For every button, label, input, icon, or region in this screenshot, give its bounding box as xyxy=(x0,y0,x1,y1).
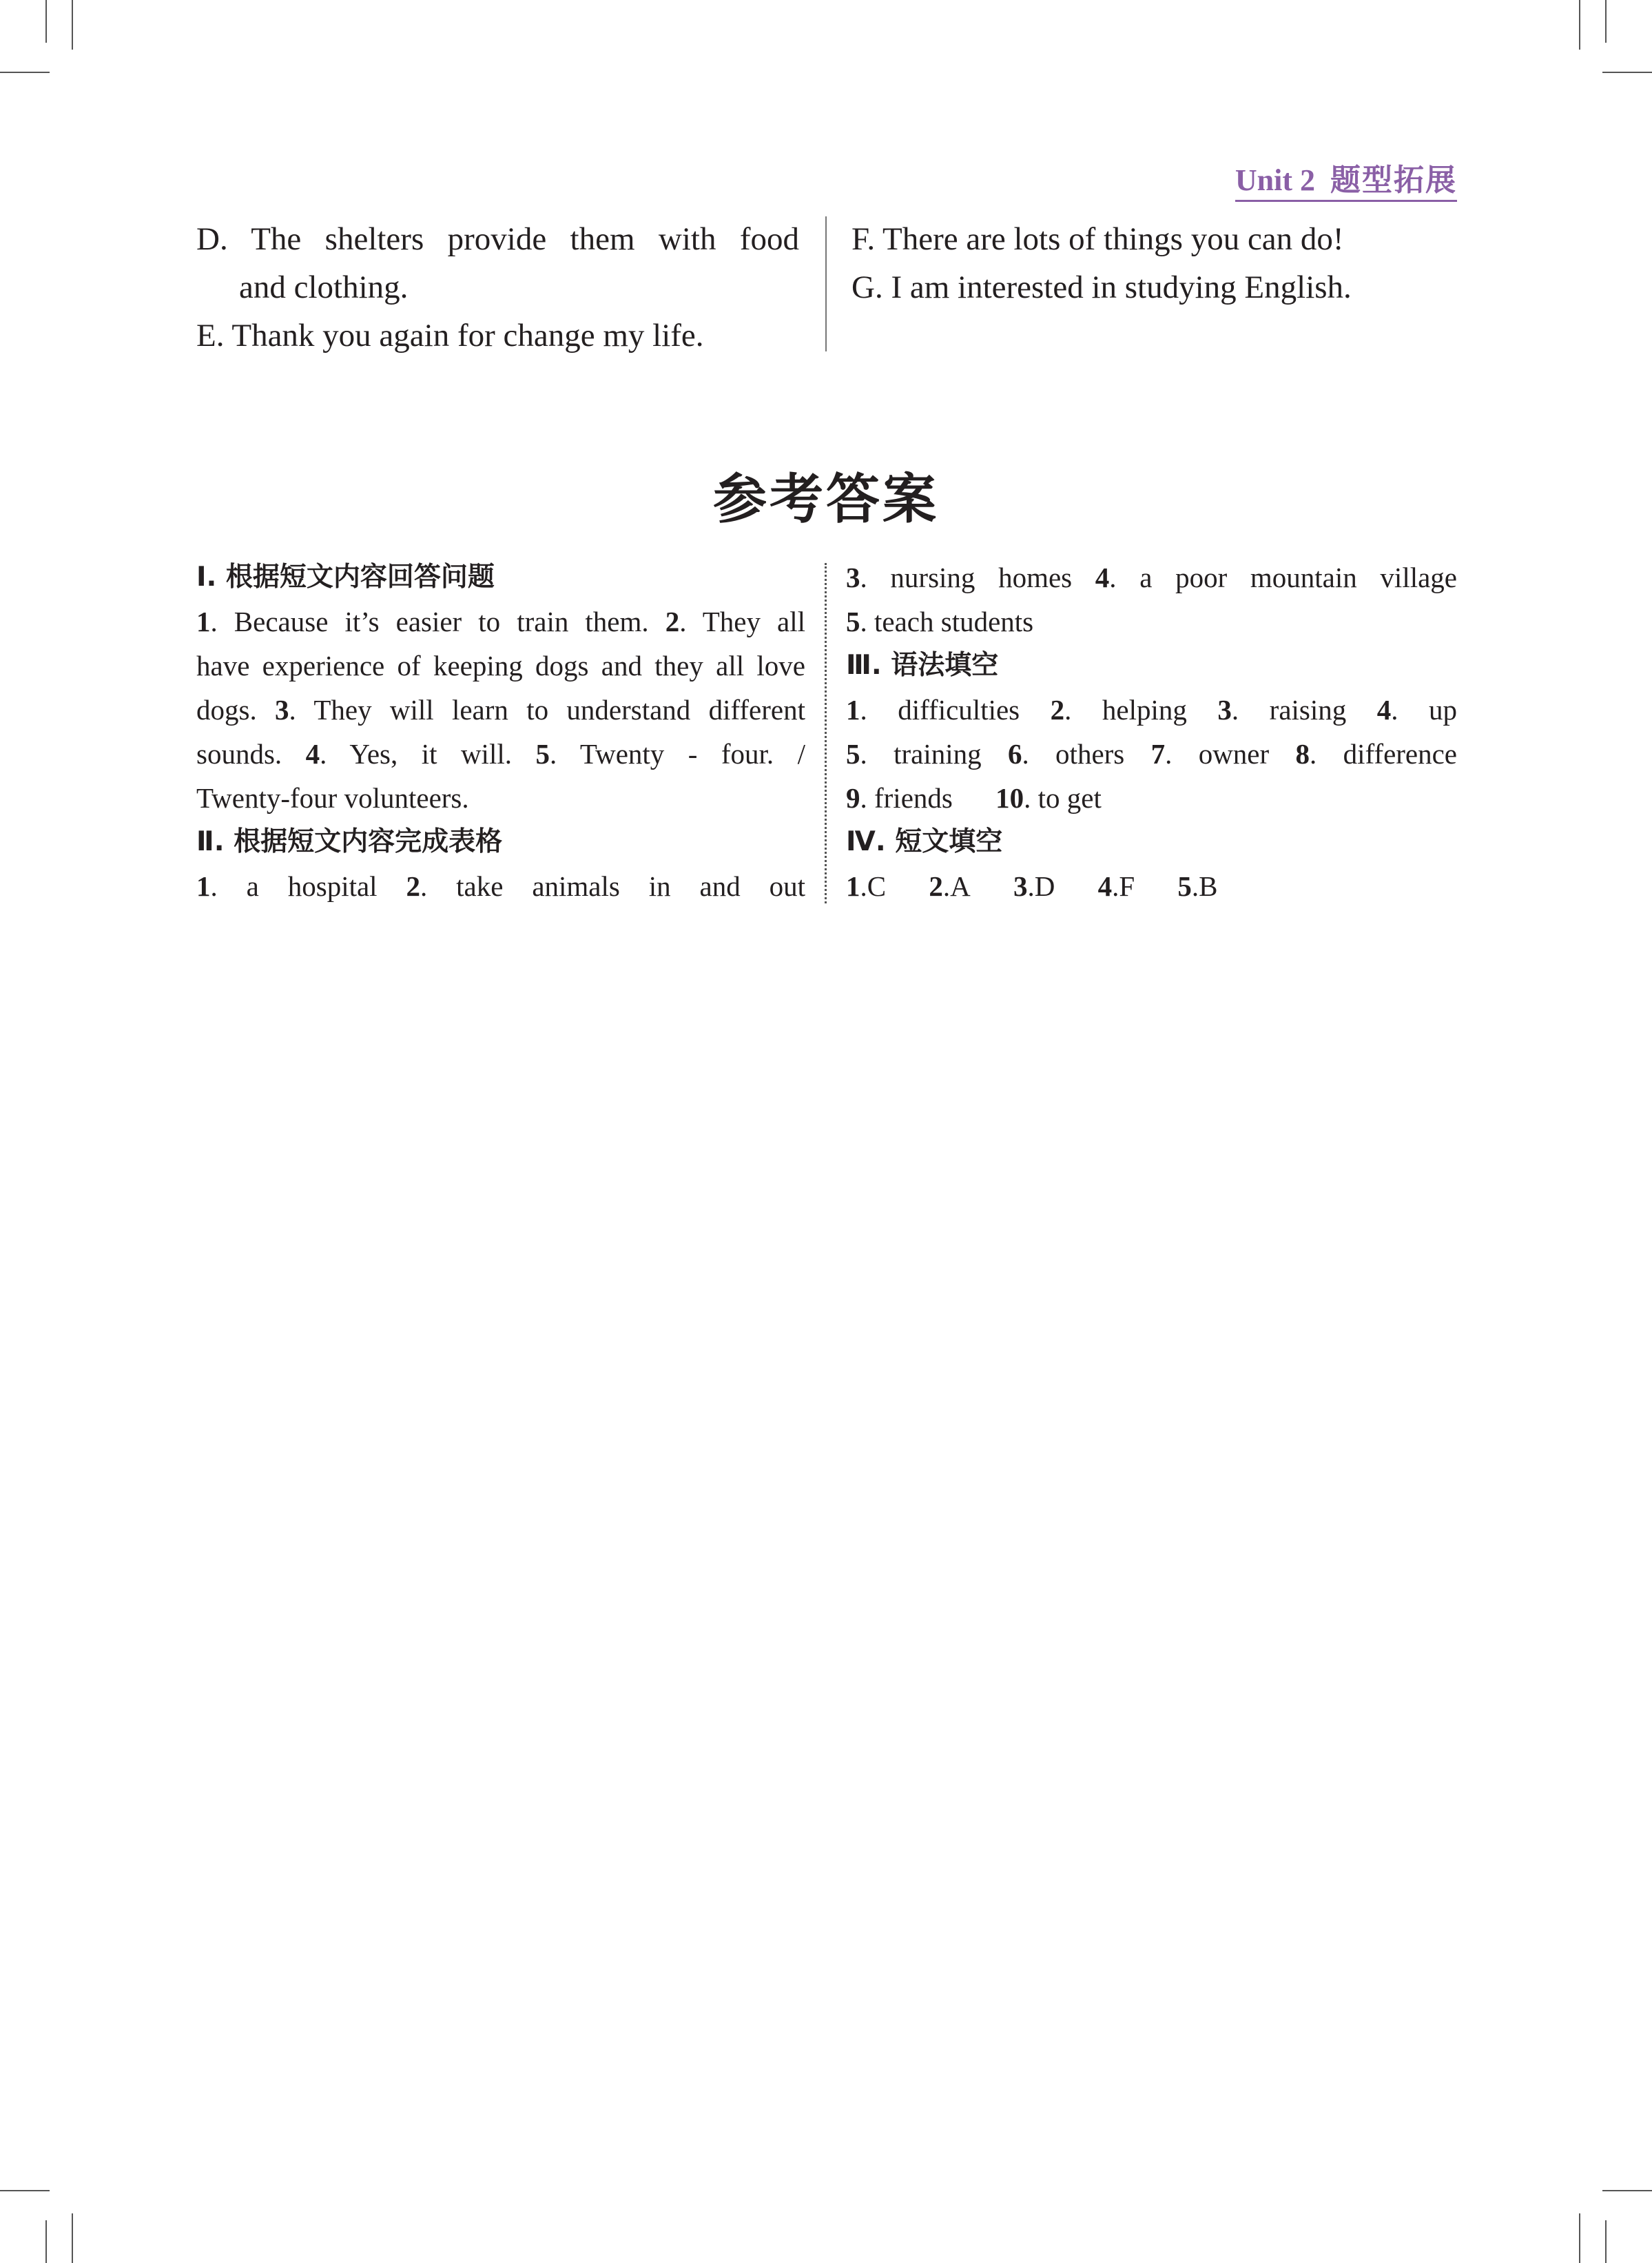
answer-text: .C xyxy=(860,870,887,902)
answer-line xyxy=(846,776,1457,820)
option-d-cont: and clothing. xyxy=(239,269,409,305)
answer-item xyxy=(1177,870,1217,902)
answer-text: dogs. xyxy=(196,694,257,726)
answer-text: . They will learn to understand different xyxy=(289,694,805,726)
answer-text: . up xyxy=(1391,694,1457,726)
answer-text: .F xyxy=(1112,870,1135,902)
answer-number: 8 xyxy=(1295,738,1310,770)
answer-number: 3 xyxy=(275,694,289,726)
answer-number: 1 xyxy=(196,870,211,902)
answer-number: 9 xyxy=(846,782,860,814)
answer-line xyxy=(196,864,805,908)
answer-item xyxy=(306,738,512,770)
answer-number: 2 xyxy=(929,870,943,902)
answer-item xyxy=(196,650,805,682)
answer-line xyxy=(846,688,1457,732)
section-heading: Ⅱ. 根据短文内容完成表格 xyxy=(196,826,503,857)
answer-text: . teach students xyxy=(860,606,1034,637)
answer-item xyxy=(665,606,805,637)
answer-text: . difficulties xyxy=(860,694,1020,726)
crop-mark xyxy=(1579,0,1580,50)
crop-mark xyxy=(0,72,50,73)
answer-number: 5 xyxy=(846,738,860,770)
answer-item xyxy=(995,782,1102,814)
answer-text: . owner xyxy=(1165,738,1270,770)
section-heading: Ⅰ. 根据短文内容回答问题 xyxy=(196,562,495,593)
option-e: E. Thank you again for change my life. xyxy=(196,318,704,354)
answer-item xyxy=(1217,694,1346,726)
answer-item xyxy=(1013,870,1055,902)
option-g: G. I am interested in studying English. xyxy=(851,269,1352,305)
answer-number: 7 xyxy=(1150,738,1166,770)
column-divider xyxy=(825,216,827,351)
crop-mark xyxy=(72,0,73,50)
answer-text: . others xyxy=(1022,738,1125,770)
answer-line xyxy=(196,732,805,776)
answer-item xyxy=(196,782,469,814)
options-left xyxy=(196,215,799,360)
answer-number: 5 xyxy=(535,738,550,770)
answer-number: 1 xyxy=(846,694,860,726)
answer-text: . Twenty - four. / xyxy=(549,738,805,770)
answer-line xyxy=(846,732,1457,776)
answer-text: Twenty-four volunteers. xyxy=(196,782,469,814)
answer-item xyxy=(1377,694,1457,726)
answer-line xyxy=(846,555,1457,600)
answer-item xyxy=(846,870,886,902)
answer-line xyxy=(196,644,805,688)
crop-mark xyxy=(0,2190,50,2191)
answer-number: 4 xyxy=(1095,562,1110,593)
answer-item xyxy=(846,782,953,814)
dotted-divider xyxy=(825,563,827,903)
answer-line xyxy=(846,864,1457,908)
section-heading: Ⅲ. 语法填空 xyxy=(846,650,999,681)
answer-item xyxy=(1296,738,1457,770)
answer-line xyxy=(196,776,805,820)
option-f: F. There are lots of things you can do! xyxy=(851,221,1344,257)
answer-text: . to get xyxy=(1024,782,1102,814)
answer-text: sounds. xyxy=(196,738,282,770)
option-d: D. The shelters provide them with food xyxy=(196,221,799,257)
answers-left-column xyxy=(196,555,805,908)
running-header xyxy=(1235,163,1457,202)
crop-mark xyxy=(1605,2220,1607,2263)
crop-mark xyxy=(45,2220,47,2263)
answer-text: . a hospital xyxy=(210,870,378,902)
answer-item xyxy=(1008,738,1124,770)
answer-item xyxy=(1151,738,1270,770)
answer-number: 4 xyxy=(305,738,320,770)
answer-number: 5 xyxy=(1177,870,1192,902)
answer-number: 4 xyxy=(1097,870,1113,902)
answer-item xyxy=(196,694,257,726)
crop-mark xyxy=(45,0,47,43)
answer-item xyxy=(1051,694,1187,726)
answer-number: 4 xyxy=(1376,694,1392,726)
answer-text: .B xyxy=(1191,870,1218,902)
answers-title: 参考答案 xyxy=(712,469,939,531)
answer-line xyxy=(196,688,805,732)
answer-item xyxy=(846,606,1033,637)
answer-text: . nursing homes xyxy=(860,562,1073,593)
answer-item xyxy=(275,694,805,726)
answer-item xyxy=(535,738,805,770)
answer-item xyxy=(846,694,1020,726)
answer-text: . take animals in and out xyxy=(420,870,805,902)
answer-item xyxy=(196,606,649,637)
unit-label: Unit 2 xyxy=(1235,163,1315,197)
answer-number: 2 xyxy=(406,870,420,902)
options-right xyxy=(851,215,1458,311)
answer-item xyxy=(196,870,378,902)
crop-mark xyxy=(1605,0,1607,43)
answer-text: have experience of keeping dogs and they all love xyxy=(196,650,805,682)
answer-number: 10 xyxy=(995,782,1024,814)
answer-number: 3 xyxy=(1217,694,1232,726)
answer-text: . a poor mountain village xyxy=(1109,562,1457,593)
answer-line xyxy=(196,600,805,644)
answer-text: . Yes, it will. xyxy=(320,738,512,770)
answer-text: . difference xyxy=(1310,738,1457,770)
answer-item xyxy=(846,738,982,770)
answer-text: . Because it’s easier to train them. xyxy=(210,606,649,637)
crop-mark xyxy=(72,2213,73,2263)
answer-item xyxy=(196,738,282,770)
answer-text: . helping xyxy=(1064,694,1187,726)
answers-right-column xyxy=(846,555,1457,908)
section-heading: Ⅳ. 短文填空 xyxy=(846,826,1003,857)
answer-line xyxy=(846,600,1457,644)
answer-text: .D xyxy=(1027,870,1055,902)
answer-text: . raising xyxy=(1231,694,1347,726)
answer-item xyxy=(406,870,805,902)
crop-mark xyxy=(1602,2190,1652,2191)
answer-text: . friends xyxy=(860,782,953,814)
answer-number: 1 xyxy=(196,606,211,637)
answer-text: .A xyxy=(942,870,971,902)
answer-item xyxy=(1095,562,1457,593)
section-title: 题型拓展 xyxy=(1330,163,1457,198)
answer-number: 1 xyxy=(846,870,860,902)
answer-number: 6 xyxy=(1007,738,1022,770)
answer-item xyxy=(929,870,970,902)
answer-number: 5 xyxy=(846,606,860,637)
answer-number: 2 xyxy=(1050,694,1065,726)
answer-item xyxy=(1098,870,1135,902)
crop-mark xyxy=(1579,2213,1580,2263)
answer-text: . They all xyxy=(679,606,805,637)
answer-item xyxy=(846,562,1072,593)
answer-text: . training xyxy=(860,738,982,770)
answer-number: 3 xyxy=(846,562,860,593)
answer-number: 2 xyxy=(665,606,680,637)
crop-mark xyxy=(1602,72,1652,73)
answer-number: 3 xyxy=(1013,870,1028,902)
